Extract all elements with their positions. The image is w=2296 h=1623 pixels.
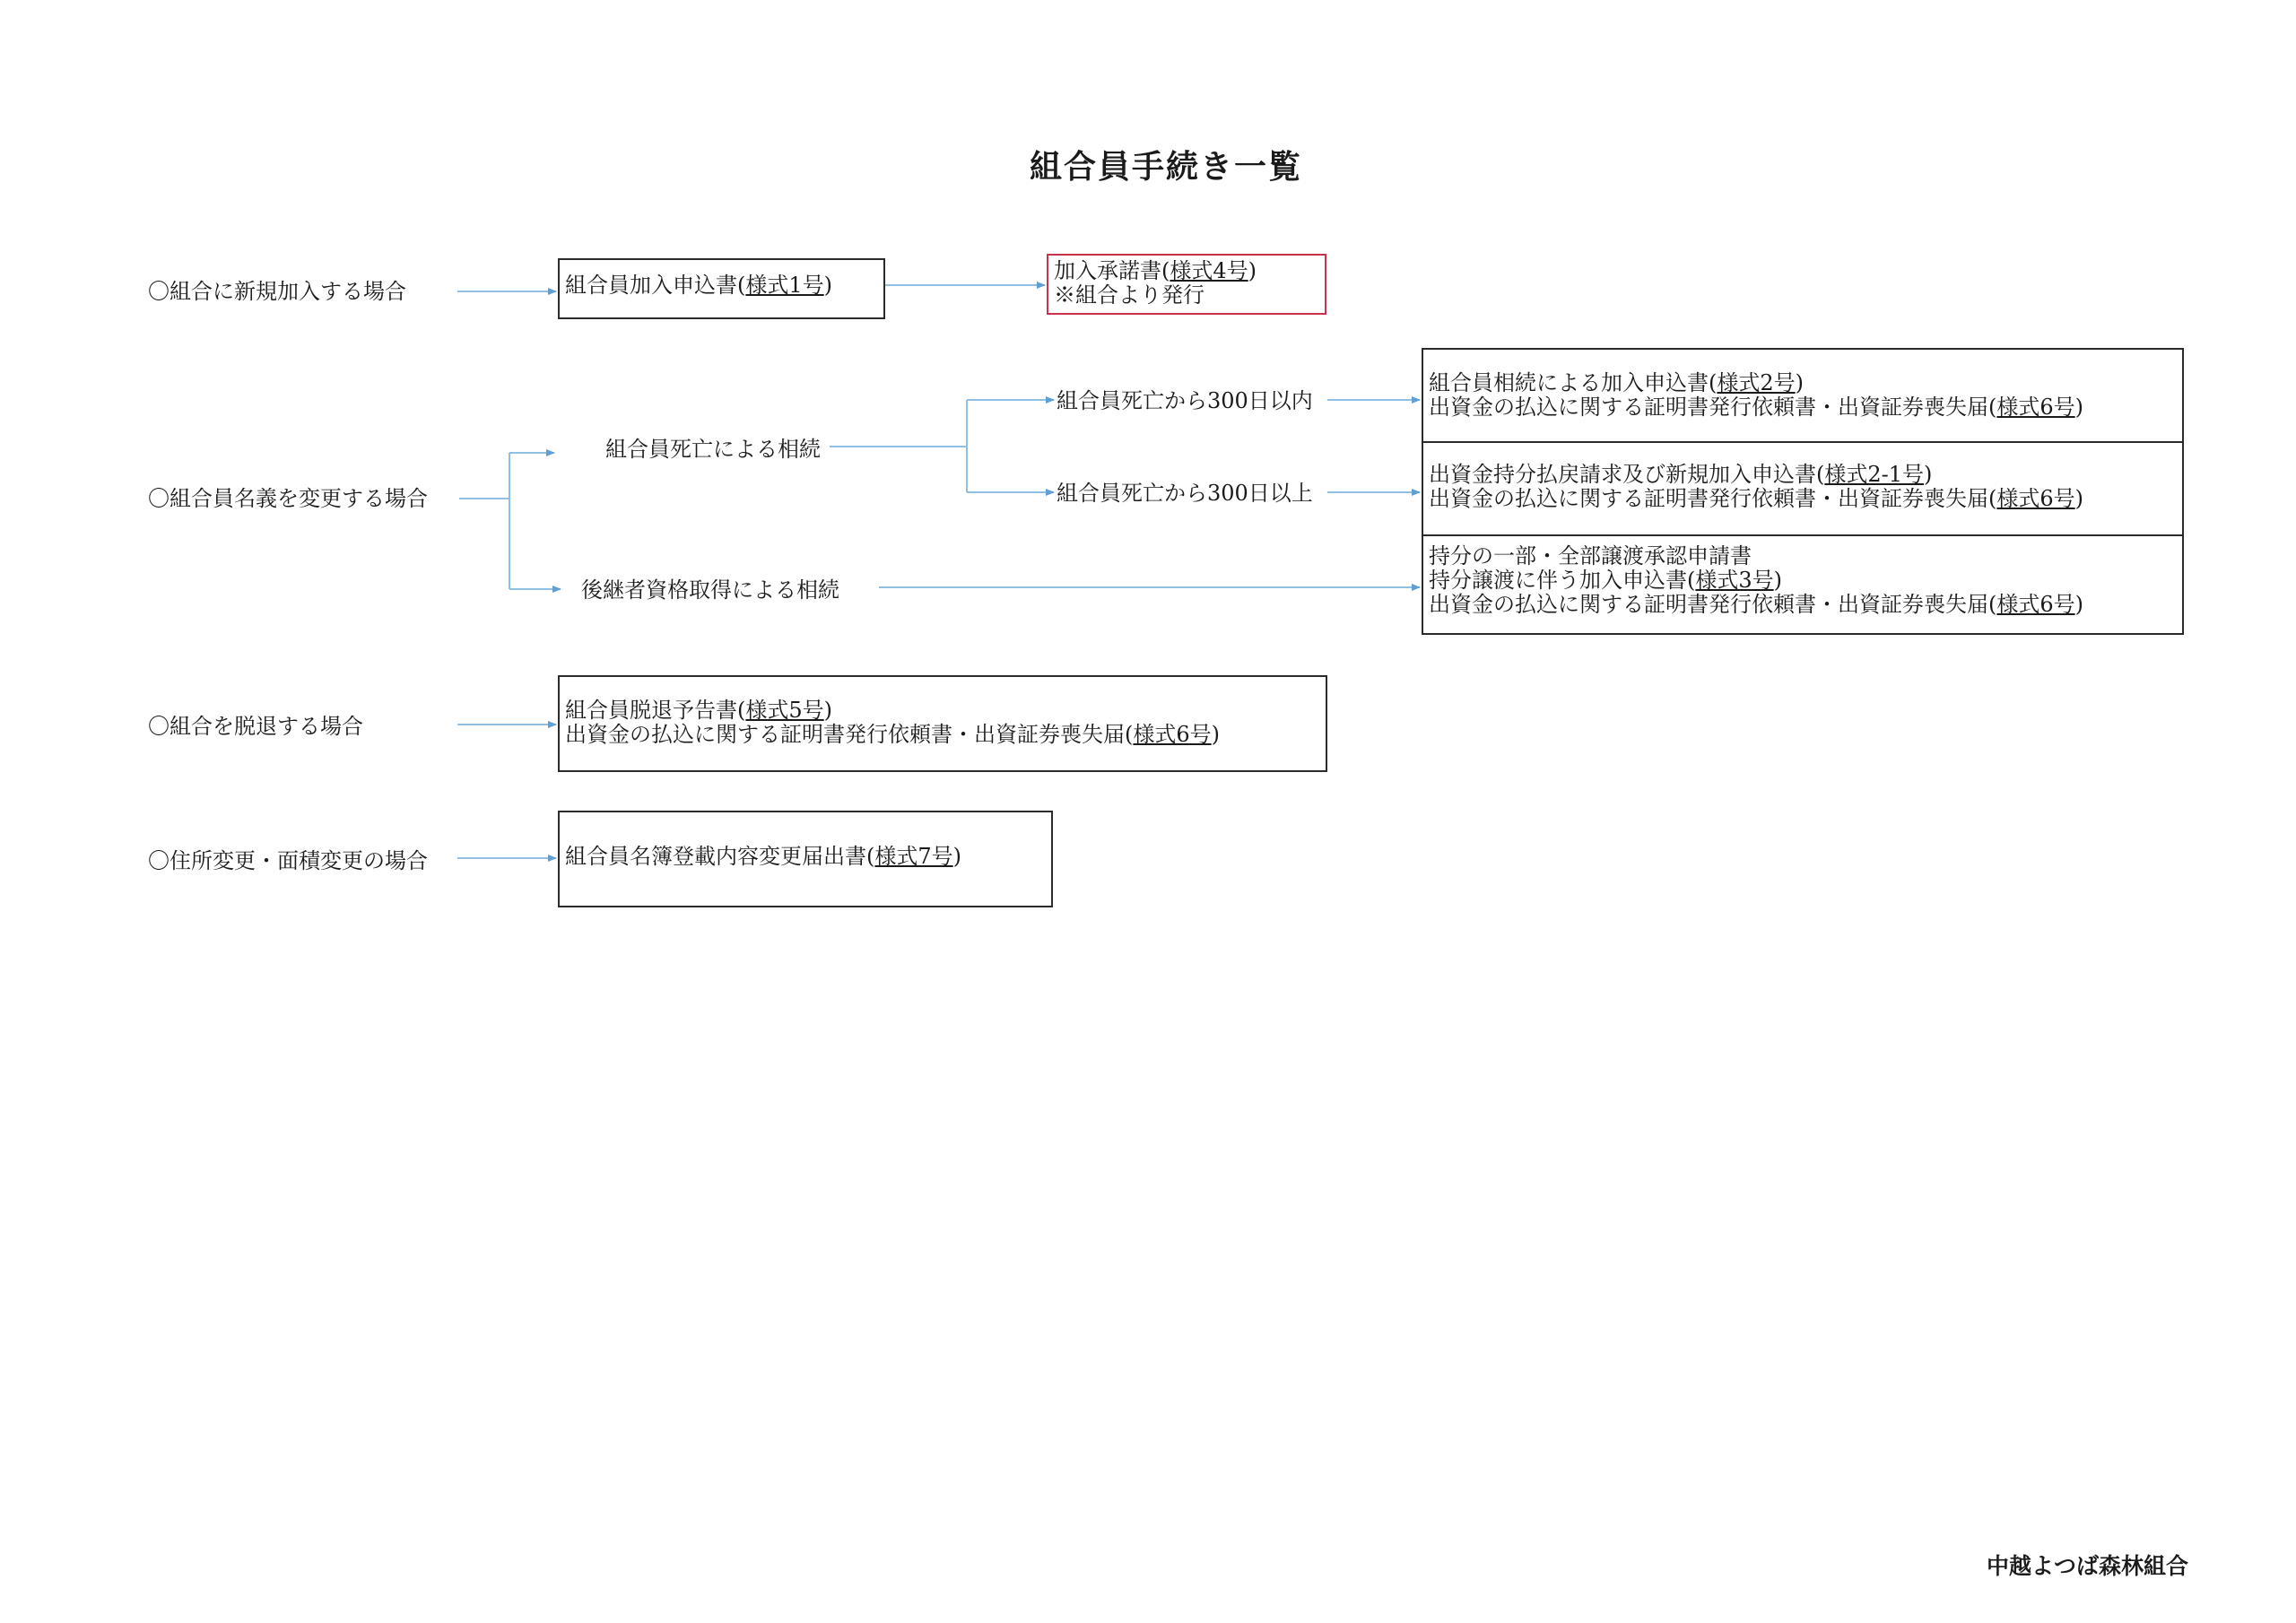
join-app-text: 組合員加入申込書( xyxy=(565,273,746,298)
paren-close: ) xyxy=(1795,370,1805,395)
box-join-application xyxy=(558,258,885,319)
case-new-join: 〇組合に新規加入する場合 xyxy=(148,279,406,304)
paren-close: ) xyxy=(1773,568,1783,593)
box-withdraw xyxy=(558,675,1327,772)
paren-close: ) xyxy=(2074,486,2084,511)
form-number: 様式1号 xyxy=(745,273,824,298)
paren-close: ) xyxy=(1924,462,1933,487)
form-number: 様式6号 xyxy=(1996,486,2075,511)
form-number: 様式2号 xyxy=(1717,370,1796,395)
form-number: 様式7号 xyxy=(874,844,953,869)
box-approval xyxy=(1047,254,1326,315)
form-number: 様式4号 xyxy=(1170,258,1248,283)
branch-successor: 後継者資格取得による相続 xyxy=(581,577,839,603)
box-inherit-within-300 xyxy=(1422,348,2184,443)
box-inherit-over-300 xyxy=(1422,441,2184,536)
form-number: 様式5号 xyxy=(745,698,824,723)
paren-close: ) xyxy=(2074,395,2084,420)
form-number: 様式6号 xyxy=(1996,395,2075,420)
branch-over-300: 組合員死亡から300日以上 xyxy=(1057,481,1313,506)
branch-death: 組合員死亡による相続 xyxy=(605,437,821,462)
case-name-change: 〇組合員名義を変更する場合 xyxy=(148,486,428,511)
case-address-change: 〇住所変更・面積変更の場合 xyxy=(148,848,428,873)
withdraw-line2: 出資金の払込に関する証明書発行依頼書・出資証券喪失届( xyxy=(565,722,1134,747)
paren-close: ) xyxy=(1211,722,1221,747)
approval-text: 加入承諾書( xyxy=(1054,258,1170,283)
paren-close: ) xyxy=(1248,258,1257,283)
paren-close: ) xyxy=(952,844,962,869)
form-number: 様式6号 xyxy=(1996,592,2075,617)
withdraw-line1: 組合員脱退予告書( xyxy=(565,698,746,723)
paren-close: ) xyxy=(823,273,833,298)
successor-line2: 持分譲渡に伴う加入申込書( xyxy=(1429,568,1696,593)
successor-line1: 持分の一部・全部譲渡承認申請書 xyxy=(1429,543,1752,568)
inherit-within-line2: 出資金の払込に関する証明書発行依頼書・出資証券喪失届( xyxy=(1429,395,1997,420)
form-number: 様式2-1号 xyxy=(1824,462,1925,487)
inherit-within-line1: 組合員相続による加入申込書( xyxy=(1429,370,1718,395)
organization-name: 中越よつば森林組合 xyxy=(1986,1553,2188,1579)
successor-line3: 出資金の払込に関する証明書発行依頼書・出資証券喪失届( xyxy=(1429,592,1997,617)
approval-note: ※組合より発行 xyxy=(1054,282,1205,308)
paren-close: ) xyxy=(823,698,833,723)
case-withdraw: 〇組合を脱退する場合 xyxy=(148,714,363,739)
box-successor xyxy=(1422,534,2184,635)
form-number: 様式6号 xyxy=(1133,722,1212,747)
page-title: 組合員手続き一覧 xyxy=(1029,148,1302,186)
box-address-change xyxy=(558,811,1053,907)
address-line1: 組合員名簿登載内容変更届出書( xyxy=(565,844,875,869)
paren-close: ) xyxy=(2074,592,2084,617)
inherit-over-line2: 出資金の払込に関する証明書発行依頼書・出資証券喪失届( xyxy=(1429,486,1997,511)
inherit-over-line1: 出資金持分払戻請求及び新規加入申込書( xyxy=(1429,462,1825,487)
form-number: 様式3号 xyxy=(1695,568,1774,593)
branch-within-300: 組合員死亡から300日以内 xyxy=(1057,388,1313,413)
